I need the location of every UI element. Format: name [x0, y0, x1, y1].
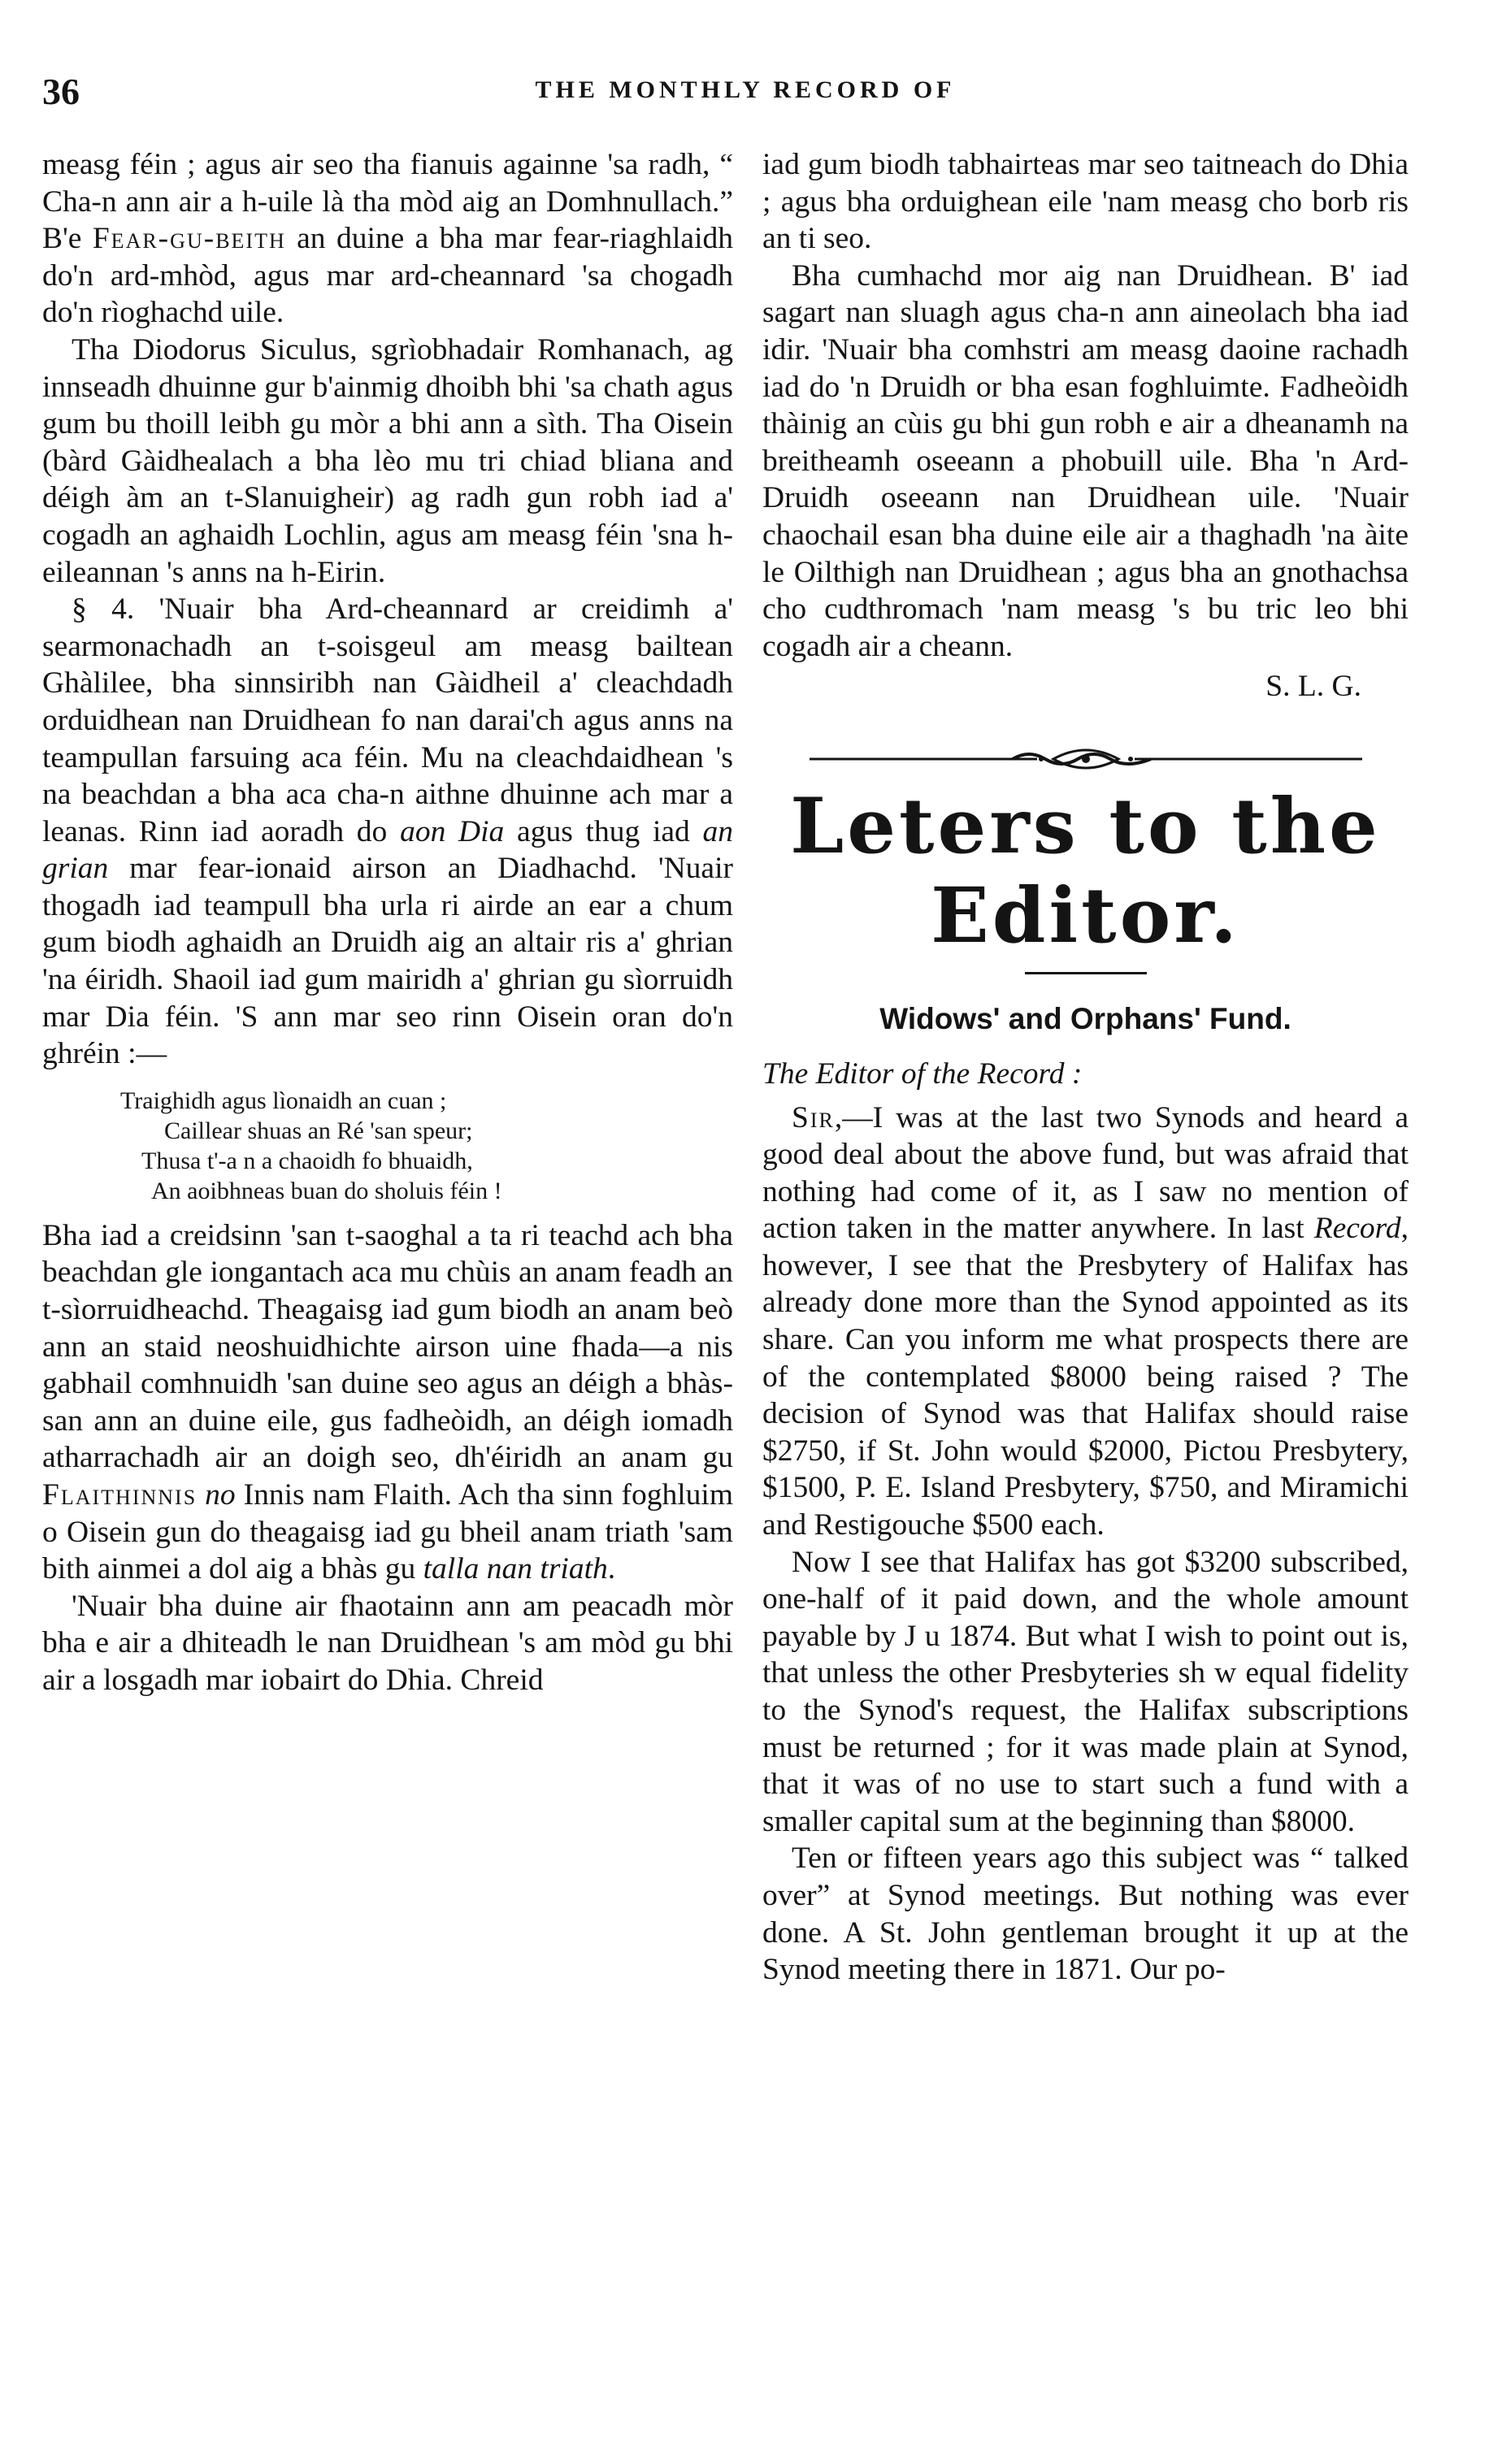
gaelic-paragraph — [42, 146, 733, 332]
letter-salutation: The Editor of the Record : — [762, 1056, 1083, 1091]
poem-quote — [42, 1086, 733, 1206]
text-run: agus thug iad — [504, 814, 703, 848]
text-run: Bha iad a creidsinn 'san t-saoghal a ta ri teachd ach bha beachdan gle iongantach aca mu chùis an anam feadh an t-sìorruidheachd. Theagaisg iad gum biodh an anam beò ann an staid neoshuidhichte airson uine fhada—a nis gabhail comhnuidh 'san duine seo agus an déigh a bhàs-san ann an duine eile, gus fadheòidh, an déigh iomadh atharrachadh air an doigh seo, dh'éiridh an anam gu — [42, 1218, 733, 1475]
text-run: ,—I was at the last two Synods and heard a good deal about the above fund, but was afraid that nothing had come of it, as I saw no mention of action taken in the matter anywhere. In last — [762, 1100, 1409, 1246]
right-column — [762, 146, 1409, 1989]
text-run: an duine a bha mar fear-riaghlaidh do'n ard-mhòd, agus mar ard-cheannard 'sa chogadh do'n rìoghachd uile. — [42, 222, 733, 330]
section-title: Leters to the Editor. — [790, 781, 1381, 961]
italic-term: no — [197, 1478, 236, 1512]
poem-line: Traighidh agus lìonaidh an cuan ; — [120, 1087, 447, 1114]
letter-paragraph: Ten or fifteen years ago this subject was “ talked over” at Synod meetings. But nothing was ever done. A St. John gentleman brought it up at the Synod meeting there in 1871. Our po- — [762, 1841, 1409, 1987]
poem-line: Thusa t'-a n a chaoidh fo bhuaidh, — [141, 1147, 473, 1174]
poem-line: An aoibhneas buan do sholuis féin ! — [151, 1177, 502, 1204]
italic-term: an grian — [42, 814, 734, 886]
gaelic-paragraph — [42, 591, 733, 1073]
author-signature: S. L. G. — [1265, 670, 1361, 704]
letter-paragraph — [762, 1100, 1409, 1544]
text-run: measg féin ; agus air seo tha fianuis againne 'sa radh, “ Cha-n ann air a h-uile là tha mòd aig an Domhnullach.” B'e — [42, 148, 733, 256]
gaelic-paragraph: 'Nuair bha duine air fhaotainn ann am peacadh mòr bha e air a dhiteadh le nan Druidhean 's am mòd gu bhi air a losgadh mar iobairt do Dhia. Chreid — [42, 1589, 733, 1697]
running-head: THE MONTHLY RECORD OF — [535, 76, 956, 103]
page-header — [42, 70, 1448, 119]
text-run: § 4. 'Nuair bha Ard-cheannard ar creidimh a' searmonachadh an t-soisgeul am measg bailtean Ghàlilee, bha sinnsiribh nan Gàidheil a' cleachdadh orduidhean nan Druidhean fo nan darai'ch agus anns na teampullan farsuing aca féin. Mu na cleachdaidhean 's na beachdan a bha aca cha-n aithne dhuinne ach mar a leanas. Rinn iad aoradh do — [42, 592, 733, 848]
italic-term: Record — [1313, 1212, 1401, 1246]
left-column — [42, 146, 733, 1699]
letter-paragraph: Now I see that Halifax has got $3200 subscribed, one-half of it paid down, and the whole amount payable by J u 1874. But what I wish to point out is, that unless the other Presbyteries sh w equal fidelity to the Synod's request, the Halifax subscriptions must be returned ; for it was made plain at Synod, that it was of no use to start such a fund with a smaller capital sum at the beginning than $8000. — [762, 1545, 1409, 1838]
small-caps-name: Fear-gu-beith — [92, 222, 286, 256]
text-run: mar fear-ionaid airson an Diadhachd. 'Nuair thogadh iad teampull bha urla ri airde an ear a chum gum biodh aghaidh an Druidh aig an altair ris a' ghrian 'na éiridh. Shaoil iad gum mairidh a' ghrian gu sìorruidh mar Dia féin. 'S ann mar seo rinn Oisein oran do'n ghréin :— — [42, 852, 733, 1071]
small-caps-word: Sir — [792, 1100, 835, 1134]
poem-line: Caillear shuas an Ré 'san speur; — [164, 1117, 473, 1144]
italic-term: aon Dia — [400, 814, 505, 848]
gaelic-paragraph: Tha Diodorus Siculus, sgrìobhadair Romhanach, ag innseadh dhuinne gur b'ainmig dhoibh bhi 'sa chath agus gum bu thoill leibh gu mòr a bhi ann a sìth. Tha Oisein (bàrd Gàidhealach a bha lèo mu tri chiad bliana and déigh àm an t-Slanuigheir) ag radh gun robh iad a' cogadh an aghaidh Lochlin, agus am measg féin 'sna h-eileannan 's anns na h-Eirin. — [42, 332, 733, 589]
page-number: 36 — [42, 71, 80, 112]
text-run: Innis nam Flaith. Ach tha sinn foghluim o Oisein gun do theagaisg iad gu bheil anam triath 'sam bith ainmei a dol aig a bhàs gu — [42, 1478, 734, 1586]
small-caps-name: Flaithinnis — [42, 1478, 198, 1512]
text-run: , however, I see that the Presbytery of Halifax has already done more than the Synod appointed as its share. Can you inform me what prospects there are of the contemplated $8000 being raised ? The decision of Synod was that Halifax should raise $2750, if St. John would $2000, Pictou Presbytery, $1500, P. E. Island Presbytery, $750, and Miramichi and Restigouche $500 each. — [762, 1212, 1409, 1542]
gaelic-paragraph: Bha cumhachd mor aig nan Druidhean. B' iad sagart nan sluagh agus cha-n ann aineolach bha iad idir. 'Nuair bha comhstri am measg daoine rachadh iad do 'n Druidh or bha esan foghluimte. Fadheòidh thàinig an cùis gu bhi gun robh e air a dheanamh na breitheamh oseeann a phobuill uile. Bha 'n Ard-Druidh oseeann nan Druidhean uile. 'Nuair chaochail esan bha duine eile air a thaghadh 'na àite le Oilthigh nan Druidhean ; agus bha an gnothachsa cho cudthromach 'nam measg 's bu tric leo bhi cogadh air a cheann. — [762, 258, 1409, 663]
article-subhead: Widows' and Orphans' Fund. — [879, 1001, 1291, 1035]
italic-term: talla nan triath — [423, 1552, 608, 1586]
title-rule — [1025, 972, 1147, 974]
gaelic-paragraph: iad gum biodh tabhairteas mar seo taitneach do Dhia ; agus bha orduighean eile 'nam measg cho borb ris an ti seo. — [762, 148, 1409, 256]
text-run: . — [607, 1552, 616, 1586]
gaelic-paragraph — [42, 1217, 733, 1588]
decorative-divider-icon — [810, 743, 1362, 775]
